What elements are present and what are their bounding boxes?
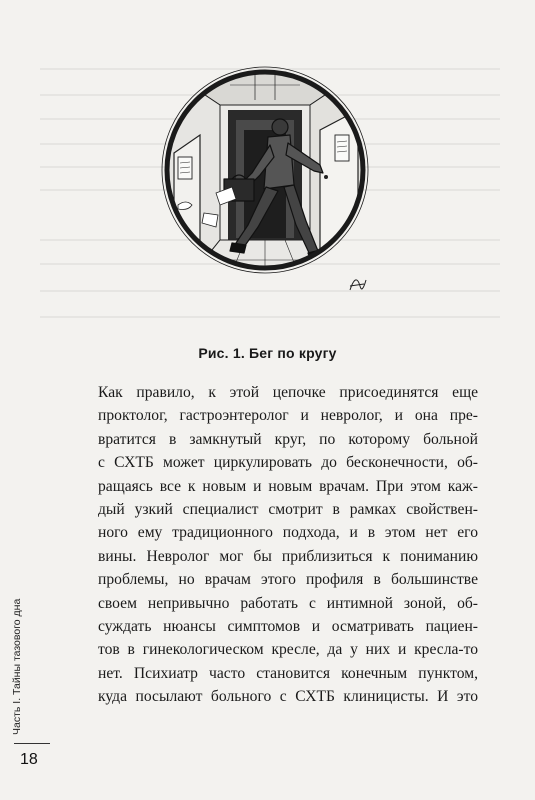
text-line: дый узкий специалист смотрит в рамках свойствен- (98, 501, 478, 519)
text-line: проктолог, гастроэнтеролог и невролог, и она пре- (98, 407, 478, 425)
text-line: тов в гинекологическом кресле, да у них и кресла-то (98, 641, 478, 659)
running-head-text: Часть I. Тайны тазового дна (11, 598, 23, 735)
text-line: ращаясь все к новым и новым врачам. При этом каж- (98, 477, 478, 495)
text-line: вратится в замкнутый круг, по которому больной (98, 430, 478, 448)
text-line: с СХТБ может циркулировать до бесконечности, об- (98, 454, 478, 472)
body-text (98, 381, 478, 709)
page-number-rule (14, 743, 50, 744)
text-line: суждать нюансы симптомов и осматривать пациен- (98, 618, 478, 636)
text-line: проблемы, но врачам этого профиля в большинстве (98, 571, 478, 589)
text-line: своем непривычно работать с интимной зоной, об- (98, 594, 478, 612)
text-line: вины. Невролог мог бы приблизиться к пониманию (98, 547, 478, 565)
text-line: ного ему традиционного подхода, и в этом нет его (98, 524, 478, 542)
text-line: нет. Психиатр часто становится конечным пунктом, (98, 664, 478, 682)
running-man-illustration (160, 65, 370, 315)
bleed-through-line (40, 316, 500, 318)
text-line: Как правило, к этой цепочке присоединятся еще (98, 384, 478, 401)
page-number: 18 (20, 751, 38, 768)
text-line: куда посылают больного с СХТБ клиницисты. И это (98, 688, 478, 706)
running-head (11, 565, 27, 735)
figure-caption: Рис. 1. Бег по кругу (198, 345, 337, 361)
